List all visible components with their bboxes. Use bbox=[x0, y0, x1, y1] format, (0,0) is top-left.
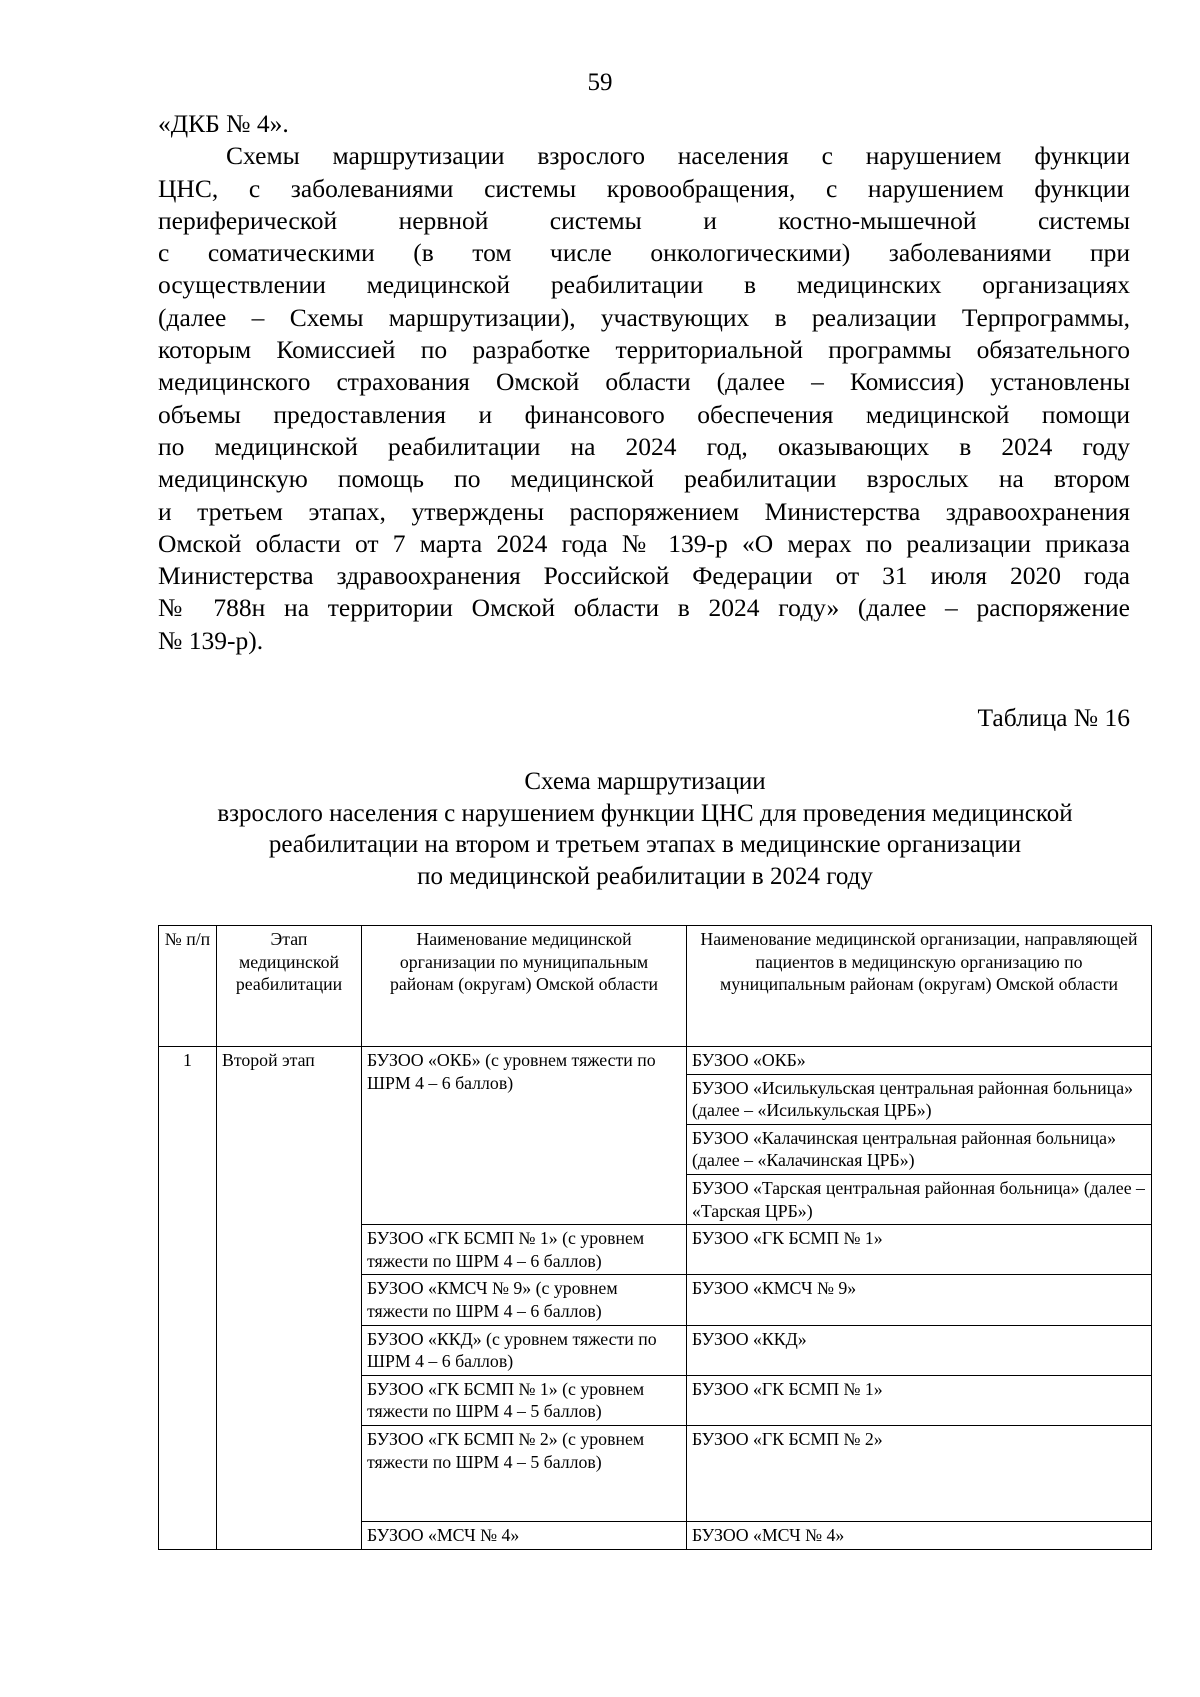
paragraph-line: № 139-р). bbox=[158, 625, 264, 655]
referring-cell: БУЗОО «ККД» bbox=[687, 1325, 1152, 1375]
paragraph-line: Схемы маршрутизации взрослого населения с нарушением функции bbox=[226, 141, 1130, 171]
table-caption bbox=[150, 766, 1140, 892]
paragraph-line: объемы предоставления и финансового обеспечения медицинской помощи bbox=[158, 399, 1130, 429]
intro-line: «ДКБ № 4». bbox=[158, 109, 289, 138]
referring-cell: БУЗОО «ГК БСМП № 1» bbox=[687, 1225, 1152, 1275]
caption-line: Схема маршрутизации bbox=[524, 768, 766, 795]
row-number: 1 bbox=[159, 1047, 217, 1550]
header-referring: Наименование медицинской организации, направляющей пациентов в медицинскую организацию по муниципальным районам (округам) Омской области bbox=[687, 926, 1152, 1047]
paragraph-line: № 788н на территории Омской области в 2024 году» (далее – распоряжение bbox=[158, 593, 1130, 623]
paragraph-line: с соматическими (в том числе онкологическими) заболеваниями при bbox=[158, 238, 1130, 268]
referring-cell: БУЗОО «ГК БСМП № 1» bbox=[687, 1375, 1152, 1425]
referring-cell: БУЗОО «Исилькульская центральная районная больница» (далее – «Исилькульская ЦРБ») bbox=[687, 1074, 1152, 1124]
header-num: № п/п bbox=[159, 926, 217, 1047]
page-number: 59 bbox=[587, 69, 613, 96]
body-text bbox=[158, 108, 1130, 657]
routing-table bbox=[158, 925, 1152, 1550]
org-cell: БУЗОО «МСЧ № 4» bbox=[362, 1521, 687, 1549]
paragraph-line: и третьем этапах, утверждены распоряжением Министерства здравоохранения bbox=[158, 496, 1130, 526]
referring-cell: БУЗОО «ГК БСМП № 2» bbox=[687, 1425, 1152, 1521]
table-header-row bbox=[159, 926, 1152, 1047]
header-org: Наименование медицинской организации по муниципальным районам (округам) Омской области bbox=[362, 926, 687, 1047]
paragraph-line: Министерства здравоохранения Российской Федерации от 31 июля 2020 года bbox=[158, 561, 1130, 591]
paragraph-line: медицинского страхования Омской области (далее – Комиссия) установлены bbox=[158, 367, 1130, 397]
caption-line: реабилитации на втором и третьем этапах в медицинские организации bbox=[268, 831, 1022, 859]
paragraph-line: медицинскую помощь по медицинской реабилитации взрослых на втором bbox=[158, 464, 1130, 494]
header-stage: Этап медицинской реабилитации bbox=[217, 926, 362, 1047]
paragraph-line: по медицинской реабилитации на 2024 год, оказывающих в 2024 году bbox=[158, 431, 1130, 461]
caption-line: взрослого населения с нарушением функции ЦНС для проведения медицинской bbox=[217, 799, 1073, 827]
org-cell: БУЗОО «ГК БСМП № 1» (с уровнем тяжести по ШРМ 4 – 6 баллов) bbox=[362, 1225, 687, 1275]
paragraph-line: (далее – Схемы маршрутизации), участвующих в реализации Терпрограммы, bbox=[158, 302, 1130, 332]
referring-cell: БУЗОО «КМСЧ № 9» bbox=[687, 1275, 1152, 1325]
referring-cell: БУЗОО «ОКБ» bbox=[687, 1047, 1152, 1075]
paragraph-line: ЦНС, с заболеваниями системы кровообращения, с нарушением функции bbox=[158, 173, 1130, 203]
referring-cell: БУЗОО «МСЧ № 4» bbox=[687, 1521, 1152, 1549]
stage-cell: Второй этап bbox=[217, 1047, 362, 1550]
org-cell: БУЗОО «КМСЧ № 9» (с уровнем тяжести по ШРМ 4 – 6 баллов) bbox=[362, 1275, 687, 1325]
paragraph-line: Омской области от 7 марта 2024 года № 139-р «О мерах по реализации приказа bbox=[158, 528, 1130, 558]
paragraph-line: периферической нервной системы и костно-мышечной системы bbox=[158, 205, 1130, 235]
org-cell: БУЗОО «ККД» (с уровнем тяжести по ШРМ 4 – 6 баллов) bbox=[362, 1325, 687, 1375]
referring-cell: БУЗОО «Тарская центральная районная больница» (далее – «Тарская ЦРБ») bbox=[687, 1174, 1152, 1224]
paragraph-line: осуществлении медицинской реабилитации в медицинских организациях bbox=[158, 270, 1130, 300]
org-cell: БУЗОО «ГК БСМП № 1» (с уровнем тяжести по ШРМ 4 – 5 баллов) bbox=[362, 1375, 687, 1425]
caption-line: по медицинской реабилитации в 2024 году bbox=[417, 862, 873, 890]
referring-cell: БУЗОО «Калачинская центральная районная больница» (далее – «Калачинская ЦРБ») bbox=[687, 1124, 1152, 1174]
org-cell: БУЗОО «ГК БСМП № 2» (с уровнем тяжести по ШРМ 4 – 5 баллов) bbox=[362, 1425, 687, 1521]
table-row bbox=[159, 1047, 1152, 1075]
paragraph-line: которым Комиссией по разработке территориальной программы обязательного bbox=[158, 335, 1130, 365]
table-label: Таблица № 16 bbox=[977, 703, 1130, 732]
org-cell: БУЗОО «ОКБ» (с уровнем тяжести по ШРМ 4 – 6 баллов) bbox=[362, 1047, 687, 1225]
